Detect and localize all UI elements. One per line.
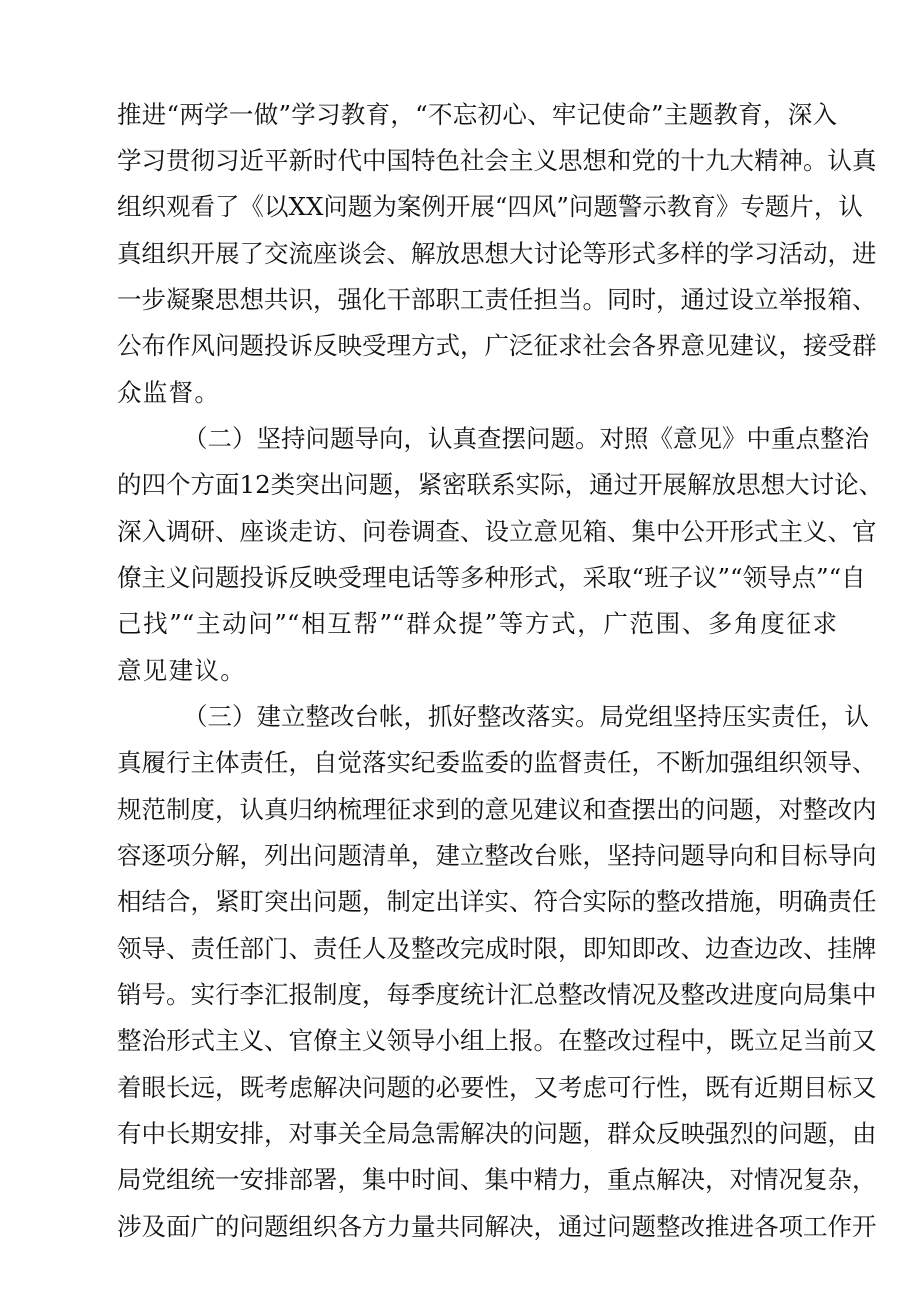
paragraph-3-line-5: 相结合，紧盯突出问题，制定出详实、符合实际的整改措施，明确责任 xyxy=(117,887,877,916)
paragraph-2-line-4: 僚主义问题投诉反映受理电话等多种形式，采取“班子议”“领导点”“自 xyxy=(117,563,866,592)
paragraph-3-line-10: 有中长期安排，对事关全局急需解决的问题，群众反映强烈的问题，由 xyxy=(117,1119,877,1148)
paragraph-3-line-4: 容逐项分解，列出问题清单，建立整改台账，坚持问题导向和目标导向 xyxy=(117,841,877,870)
paragraph-3-line-12: 涉及面广的问题组织各方力量共同解决，通过问题整改推进各项工作开 xyxy=(117,1212,877,1241)
paragraph-3-line-11: 局党组统一安排部署，集中时间、集中精力，重点解决，对情况复杂， xyxy=(117,1165,877,1194)
paragraph-3-line-1: （三）建立整改台帐，抓好整改落实。局党组坚持压实责任，认 xyxy=(183,702,869,731)
paragraph-1-line-5: 一步凝聚思想共识，强化干部职工责任担当。同时，通过设立举报箱、 xyxy=(117,285,877,314)
paragraph-1-line-4: 真组织开展了交流座谈会、解放思想大讨论等形式多样的学习活动，进 xyxy=(117,239,877,268)
paragraph-3-line-2: 真履行主体责任，自觉落实纪委监委的监督责任，不断加强组织领导、 xyxy=(117,748,877,777)
paragraph-2-line-1: （二）坚持问题导向，认真查摆问题。对照《意见》中重点整治 xyxy=(183,424,869,453)
paragraph-1-line-1: 推进“两学一做”学习教育，“不忘初心、牢记使命”主题教育，深入 xyxy=(117,100,837,129)
paragraph-3-line-6: 领导、责任部门、责任人及整改完成时限，即知即改、边查边改、挂牌 xyxy=(117,934,877,963)
paragraph-1-line-3: 组织观看了《以XX问题为案例开展“四风”问题警示教育》专题片，认 xyxy=(117,192,863,221)
paragraph-3-line-9: 着眼长远，既考虑解决问题的必要性，又考虑可行性，既有近期目标又 xyxy=(117,1073,877,1102)
paragraph-2-line-3: 深入调研、座谈走访、问卷调查、设立意见箱、集中公开形式主义、官 xyxy=(117,517,877,546)
paragraph-3-line-7: 销号。实行李汇报制度，每季度统计汇总整改情况及整改进度向局集中 xyxy=(117,980,877,1009)
paragraph-1-line-6: 公布作风问题投诉反映受理方式，广泛征求社会各界意见建议，接受群 xyxy=(117,331,877,360)
paragraph-1-line-2: 学习贯彻习近平新时代中国特色社会主义思想和党的十九大精神。认真 xyxy=(117,146,877,175)
paragraph-2-line-6: 意见建议。 xyxy=(117,656,246,685)
paragraph-3-line-8: 整治形式主义、官僚主义领导小组上报。在整改过程中，既立足当前又 xyxy=(117,1026,877,1055)
paragraph-1-line-7: 众监督。 xyxy=(117,378,221,407)
paragraph-2-line-2: 的四个方面12类突出问题，紧密联系实际，通过开展解放思想大讨论、 xyxy=(117,470,884,499)
paragraph-3-line-3: 规范制度，认真归纳梳理征求到的意见建议和查摆出的问题，对整改内 xyxy=(117,795,877,824)
paragraph-2-line-5: 己找”“主动问”“相互帮”“群众提”等方式，广范围、多角度征求 xyxy=(117,609,837,638)
